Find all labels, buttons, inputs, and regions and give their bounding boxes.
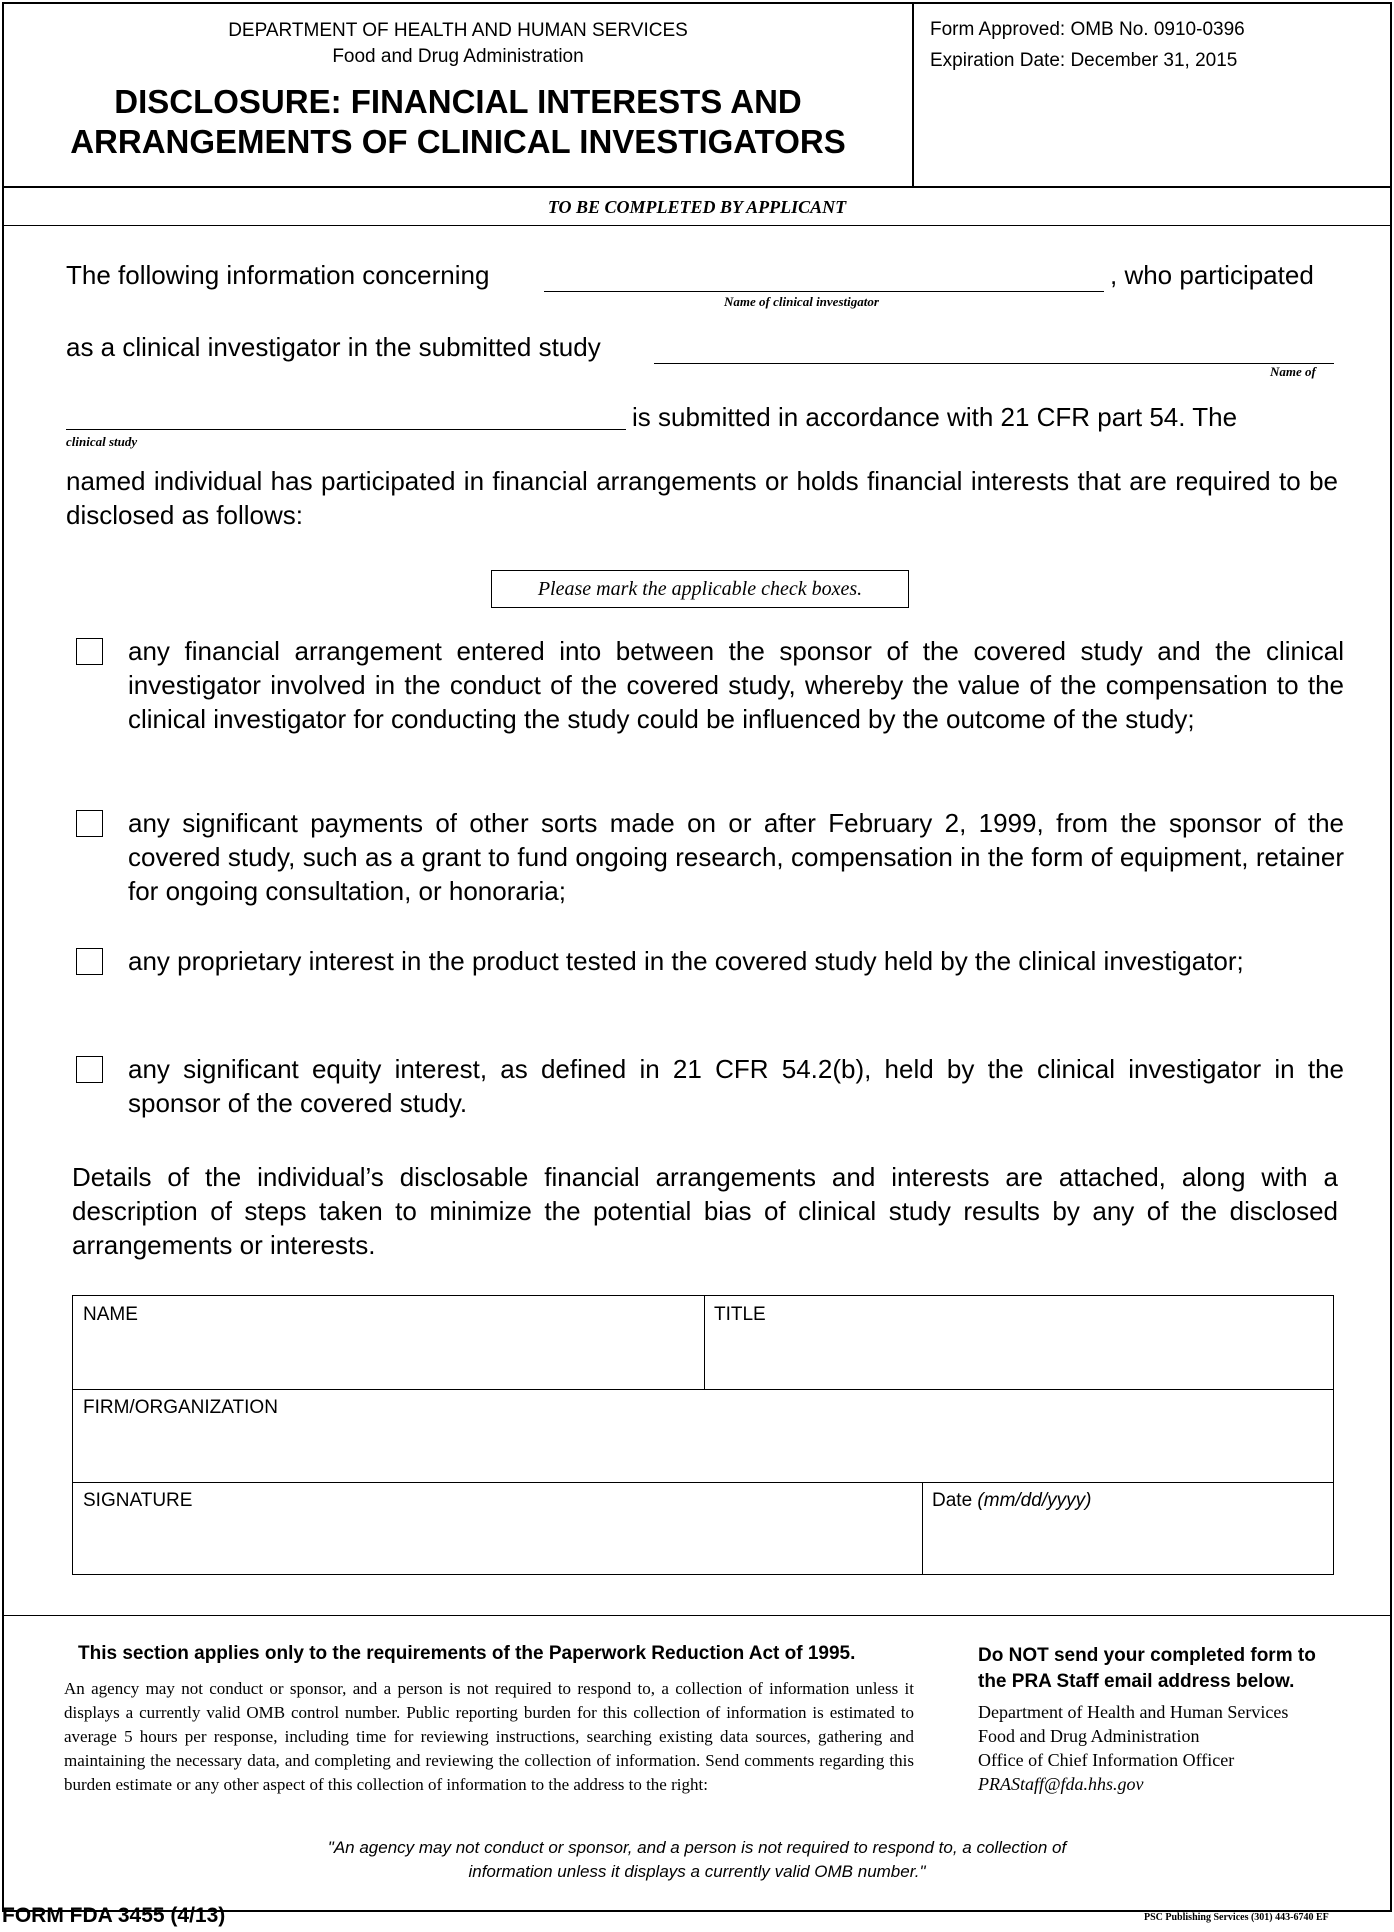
pra-warning-line-1: Do NOT send your completed form to bbox=[978, 1645, 1316, 1666]
statement-line-1-end: , who participated bbox=[1110, 260, 1314, 290]
date-label: Date bbox=[932, 1490, 973, 1511]
disclosure-statement: named individual has participated in financial arrangements or holds financial interests that are required to be disclosed as follows: bbox=[66, 466, 1338, 530]
omb-info bbox=[930, 14, 1245, 76]
pra-body: An agency may not conduct or sponsor, and a person is not required to respond to, a collection of information unless it displays a currently valid OMB control number. Public reporting burden for this collection of information is estimated to average 5 hours per response, including time for reviewing instructions, searching existing data sources, gathering and maintaining the necessary data, and completing and reviewing the collection of information. Send comments regarding this burden estimate or any other aspect of this collection of information to the address to the right: bbox=[64, 1679, 914, 1794]
proprietary-interest-text: any proprietary interest in the product tested in the covered study held by the clinical investigator; bbox=[128, 946, 1244, 976]
significant-payments-text: any significant payments of other sorts made on or after February 2, 1999, from the sponsor of the covered study, such as a grant to fund ongoing research, compensation in the form of equipment, retainer for ongoing consultation, or honoraria; bbox=[128, 808, 1344, 906]
pra-warning bbox=[978, 1643, 1316, 1695]
pra-warning-line-2: the PRA Staff email address below. bbox=[978, 1671, 1295, 1692]
check-instruction-box: Please mark the applicable check boxes. bbox=[491, 570, 909, 608]
form-frame bbox=[2, 2, 1392, 1912]
form-title-line-2: ARRANGEMENTS OF CLINICAL INVESTIGATORS bbox=[70, 123, 846, 160]
address-line-2: Food and Drug Administration bbox=[978, 1726, 1200, 1746]
applicant-subheader: TO BE COMPLETED BY APPLICANT bbox=[4, 190, 1390, 226]
name-label: NAME bbox=[83, 1304, 138, 1325]
pra-address bbox=[978, 1700, 1288, 1796]
statement-line-2-start: as a clinical investigator in the submitted study bbox=[66, 332, 601, 362]
form-title-line-1: DISCLOSURE: FINANCIAL INTERESTS AND bbox=[114, 83, 802, 120]
statement-line-1-start: The following information concerning bbox=[66, 260, 490, 290]
equity-interest-checkbox[interactable] bbox=[76, 1056, 103, 1083]
form-number: FORM FDA 3455 (4/13) bbox=[2, 1904, 226, 1927]
agency-name: Food and Drug Administration bbox=[332, 46, 584, 67]
signature-field[interactable] bbox=[73, 1482, 922, 1575]
expiration-date: Expiration Date: December 31, 2015 bbox=[930, 50, 1238, 71]
statement-line-3-end: is submitted in accordance with 21 CFR part 54. The bbox=[632, 402, 1238, 432]
omb-quote bbox=[4, 1836, 1390, 1884]
form-header bbox=[4, 4, 1390, 188]
financial-arrangement-text: any financial arrangement entered into between the sponsor of the covered study and the clinical investigator involved in the conduct of the covered study, whereby the value of the compensation to the clinical investigator for conducting the study could be influenced by the outcome of the study; bbox=[128, 636, 1344, 734]
proprietary-interest-checkbox[interactable] bbox=[76, 948, 103, 975]
name-field[interactable] bbox=[73, 1296, 704, 1389]
study-name-field-continued[interactable] bbox=[66, 404, 626, 430]
study-name-field[interactable] bbox=[654, 338, 1334, 364]
significant-payments-checkbox[interactable] bbox=[76, 810, 103, 837]
details-paragraph: Details of the individual’s disclosable financial arrangements and interests are attached, along with a description of steps taken to minimize the potential bias of clinical study results by any of the disclosed arrangements or interests. bbox=[72, 1162, 1338, 1260]
form-title bbox=[4, 82, 912, 162]
investigator-name-field[interactable] bbox=[544, 266, 1104, 292]
header-title-block bbox=[4, 4, 914, 186]
publisher-credit: PSC Publishing Services (301) 443-6740 EF bbox=[1144, 1912, 1329, 1923]
pra-heading: This section applies only to the requirements of the Paperwork Reduction Act of 1995. bbox=[78, 1643, 856, 1664]
date-format-hint: (mm/dd/yyyy) bbox=[977, 1490, 1092, 1511]
financial-arrangement-checkbox[interactable] bbox=[76, 638, 103, 665]
firm-organization-field[interactable] bbox=[73, 1389, 1333, 1482]
study-name-label: Name of bbox=[1270, 364, 1316, 379]
signature-label: SIGNATURE bbox=[83, 1490, 193, 1511]
firm-organization-label: FIRM/ORGANIZATION bbox=[83, 1397, 278, 1418]
equity-interest-text: any significant equity interest, as defined in 21 CFR 54.2(b), held by the clinical investigator in the sponsor of the covered study. bbox=[128, 1054, 1344, 1118]
date-field[interactable] bbox=[922, 1482, 1333, 1575]
department-name: DEPARTMENT OF HEALTH AND HUMAN SERVICES bbox=[228, 20, 688, 41]
address-line-3: Office of Chief Information Officer bbox=[978, 1750, 1235, 1770]
omb-quote-line-1: "An agency may not conduct or sponsor, and a person is not required to respond to, a collection of bbox=[327, 1838, 1067, 1857]
title-field[interactable] bbox=[704, 1296, 1334, 1389]
omb-quote-line-2: information unless it displays a currently valid OMB number." bbox=[468, 1862, 926, 1881]
clinical-study-label: clinical study bbox=[66, 434, 138, 449]
title-label: TITLE bbox=[714, 1304, 766, 1325]
pra-divider bbox=[4, 1615, 1390, 1616]
omb-number: Form Approved: OMB No. 0910-0396 bbox=[930, 19, 1245, 40]
pra-email: PRAStaff@fda.hhs.gov bbox=[978, 1774, 1144, 1794]
address-line-1: Department of Health and Human Services bbox=[978, 1702, 1289, 1722]
signature-table bbox=[72, 1295, 1334, 1575]
investigator-name-label: Name of clinical investigator bbox=[724, 294, 879, 309]
